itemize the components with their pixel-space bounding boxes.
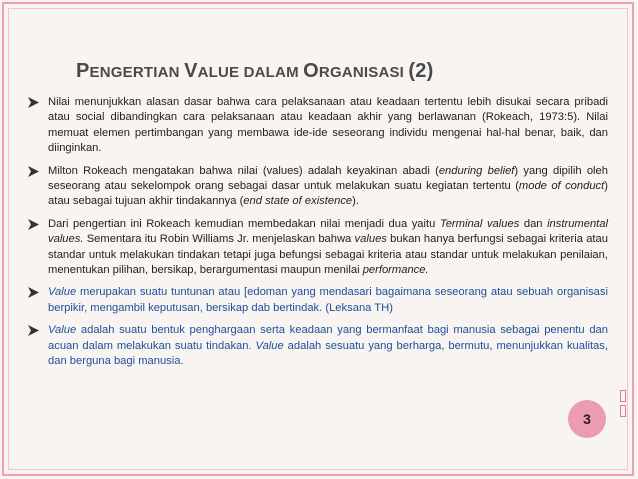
title-smallcaps: RGANISASI: [318, 64, 409, 81]
bullet-text: performance.: [362, 264, 429, 277]
arrow-bullet-icon: [28, 166, 39, 177]
title-smallcaps: ALUE: [197, 64, 244, 81]
title-capital: P: [76, 60, 90, 82]
bullet-text: adalah suatu bentuk penghargaan serta keadaan yang bermanfaat bagi manusia sebagai penentu dan acuan dalam melakukan suatu tindakan.: [48, 324, 608, 352]
title-smallcaps: DALAM: [243, 64, 304, 81]
arrow-bullet-icon: [28, 287, 39, 298]
title-capital: O: [303, 60, 319, 82]
bullet-text: bukan hanya berfungsi sebagai kriteria atau standar untuk melakukan tindakan tetapi juga befungsi sebagai kriteria atau standar untuk melakukan penilaian, menentukan pilihan, bersikap, berargumentasi maupun menilai: [48, 233, 608, 277]
bullet-item: [28, 285, 608, 316]
bullet-text: ) yang dipilih oleh seseorang atau sekelompok orang sebagai dasar untuk melakukan suatu kegiatan tertentu (: [48, 164, 608, 193]
bullet-text: dan: [519, 217, 548, 230]
bullet-text: Value: [255, 339, 284, 352]
arrow-bullet-icon: [28, 97, 39, 108]
bullet-text: Sementara itu Robin Williams Jr. menjelaskan bahwa: [83, 233, 355, 246]
bullet-item: [28, 323, 608, 369]
bullet-text: ) atau sebagai tujuan akhir tindakannya (: [48, 180, 608, 208]
bullet-item: [28, 217, 608, 279]
bullet-text: mode of conduct: [518, 180, 605, 193]
bullet-text: enduring belief: [438, 164, 515, 177]
bullet-text: adalah sesuatu yang berharga, bermutu, menunjukkan kualitas, dan berguna bagi manusia.: [48, 339, 608, 368]
page-number: 3: [583, 411, 591, 427]
bullet-text: Dari pengertian ini Rokeach kemudian membedakan nilai menjadi dua yaitu: [48, 217, 440, 230]
bullet-text: values: [354, 233, 387, 246]
bullet-text: instrumental values.: [48, 217, 608, 246]
bullet-item: [28, 95, 608, 157]
bullet-text: merupakan suatu tuntunan atau [edoman yang mendasari bagaimana seseorang atau sebuah organisasi berpikir, mengambil keputusan, bersikap dab bertindak. (Leksana TH): [48, 286, 608, 314]
corner-decoration-icon: [620, 390, 628, 420]
bullet-text: Value: [48, 324, 77, 337]
slide-title: [76, 60, 596, 83]
bullet-text: Value: [48, 286, 77, 299]
bullet-text: end state of existence: [243, 195, 353, 208]
page-number-badge: [568, 400, 606, 438]
title-capital: V: [184, 60, 198, 82]
title-capital: (2): [408, 60, 434, 82]
bullet-list: [28, 95, 608, 377]
bullet-text: Nilai menunjukkan alasan dasar bahwa cara pelaksanaan atau keadaan tertentu lebih disukai secara pribadi atau social dibandingkan cara pelaksanaan atau keadaan akhir yang berlawanan (Rokeach, 1973:5). Nilai memuat elemen pertimbangan yang membawa ide-ide seseorang individu mengenai hal-hal benar, baik, dan diinginkan.: [48, 96, 608, 155]
bullet-text: Terminal values: [439, 217, 520, 230]
arrow-bullet-icon: [28, 219, 39, 230]
title-smallcaps: ENGERTIAN: [89, 64, 185, 81]
arrow-bullet-icon: [28, 325, 39, 336]
bullet-item: [28, 164, 608, 210]
bullet-text: Milton Rokeach mengatakan bahwa nilai (values) adalah keyakinan abadi (: [48, 164, 439, 177]
bullet-text: ).: [352, 195, 359, 208]
